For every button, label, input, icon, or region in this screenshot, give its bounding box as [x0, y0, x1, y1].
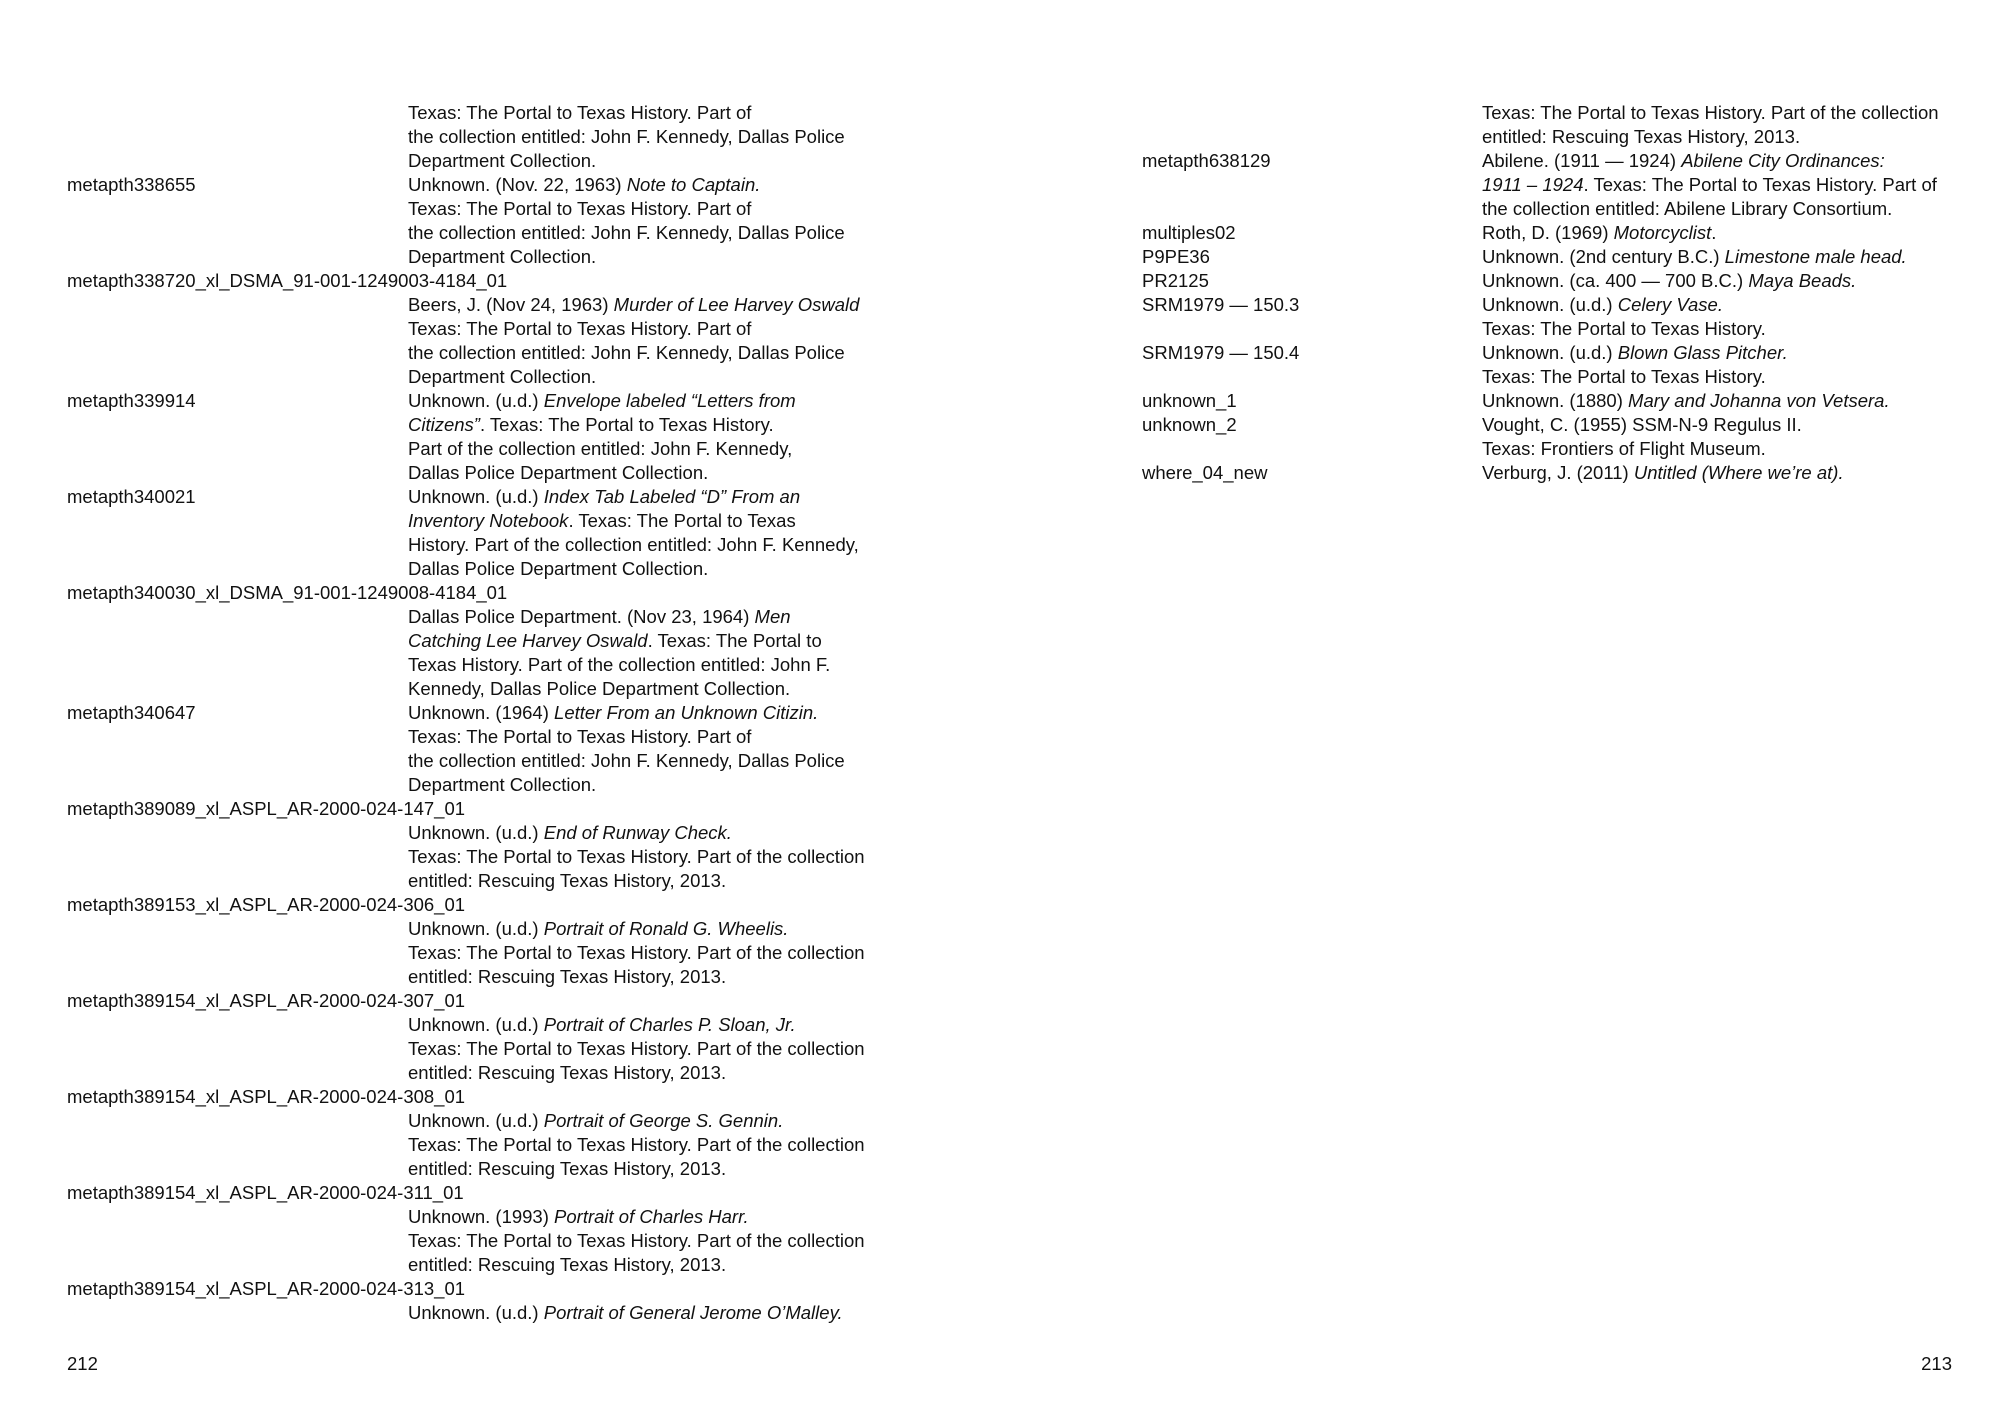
citation-text: Department Collection.	[408, 366, 597, 387]
citation-text: Unknown. (2nd century B.C.)	[1482, 246, 1725, 267]
citation-title: Citizens”	[408, 414, 480, 435]
entry-identifier: metapth340021	[67, 486, 196, 507]
entry-identifier: PR2125	[1142, 270, 1209, 291]
page-number: 212	[67, 1353, 98, 1374]
citation-text: Unknown. (u.d.)	[408, 1110, 544, 1131]
entry-citation	[408, 917, 878, 989]
entry-identifier: metapth340030_xl_DSMA_91-001-1249008-4184_01	[67, 582, 508, 603]
citation-text: entitled: Rescuing Texas History, 2013.	[408, 1158, 727, 1179]
entry-identifier: P9PE36	[1142, 246, 1210, 267]
citation-line	[408, 845, 878, 869]
credit-entry	[67, 701, 897, 797]
entry-identifier: SRM1979 — 150.3	[1142, 294, 1300, 315]
citation-title: Portrait of Charles P. Sloan, Jr.	[543, 1014, 796, 1035]
entry-citation	[408, 605, 878, 701]
citation-line	[408, 605, 878, 629]
credit-entry	[1142, 149, 1962, 221]
citation-line	[408, 245, 878, 269]
entry-citation	[408, 1109, 878, 1181]
citation-line	[1482, 413, 1962, 437]
credit-entry	[67, 485, 897, 581]
citation-line	[1482, 125, 1962, 149]
citation-text: Unknown. (u.d.)	[408, 390, 544, 411]
citation-line	[1482, 293, 1962, 317]
citation-title: Celery Vase.	[1617, 294, 1723, 315]
citation-text: Texas: The Portal to Texas History. Part of	[408, 726, 752, 747]
citation-text: Dallas Police Department. (Nov 23, 1964)	[408, 606, 755, 627]
citation-text: Unknown. (u.d.)	[408, 486, 544, 507]
entry-identifier: metapth389154_xl_ASPL_AR-2000-024-313_01	[67, 1278, 466, 1299]
credit-entry	[67, 101, 897, 173]
citation-text: entitled: Rescuing Texas History, 2013.	[408, 870, 727, 891]
citation-line	[408, 1133, 878, 1157]
credits-list	[67, 101, 897, 1325]
entry-identifier: metapth338655	[67, 174, 196, 195]
citation-text: Vought, C. (1955) SSM-N-9 Regulus II.	[1482, 414, 1802, 435]
citation-line	[1482, 269, 1962, 293]
entry-identifier: metapth389154_xl_ASPL_AR-2000-024-311_01	[67, 1182, 464, 1203]
citation-text: Texas: The Portal to Texas History. Part of	[408, 198, 752, 219]
citation-line	[408, 389, 878, 413]
citation-text: Texas: The Portal to Texas History.	[1482, 318, 1766, 339]
citation-line	[408, 101, 878, 125]
entry-identifier: metapth389154_xl_ASPL_AR-2000-024-307_01	[67, 990, 466, 1011]
citation-line	[408, 869, 878, 893]
citation-title: End of Runway Check.	[543, 822, 732, 843]
entry-identifier: metapth338720_xl_DSMA_91-001-1249003-4184_01	[67, 270, 508, 291]
citation-title: Note to Captain.	[626, 174, 761, 195]
citation-line	[408, 701, 878, 725]
citation-text: Unknown. (u.d.)	[408, 918, 544, 939]
credit-entry	[1142, 461, 1962, 485]
citation-line	[1482, 173, 1962, 197]
citation-text: Texas: The Portal to Texas History. Part of the collection	[408, 846, 865, 867]
citation-line	[408, 197, 878, 221]
citation-title: Letter From an Unknown Citizin.	[554, 702, 819, 723]
citation-line	[408, 677, 878, 701]
credit-entry	[67, 269, 897, 389]
citation-line	[408, 629, 878, 653]
entry-citation	[1482, 149, 1962, 221]
citation-line	[408, 509, 878, 533]
citation-text: Texas: The Portal to Texas History. Part of the collection	[1482, 102, 1939, 123]
entry-identifier: multiples02	[1142, 222, 1236, 243]
credit-entry	[67, 1181, 897, 1277]
citation-text: entitled: Rescuing Texas History, 2013.	[408, 1254, 727, 1275]
citation-line	[408, 725, 878, 749]
credit-entry	[67, 173, 897, 269]
citation-title: Blown Glass Pitcher.	[1617, 342, 1788, 363]
citation-line	[408, 749, 878, 773]
entry-citation	[1482, 341, 1962, 389]
citation-title: Envelope labeled “Letters from	[543, 390, 796, 411]
credit-entry	[67, 1277, 897, 1325]
citation-text: the collection entitled: John F. Kennedy, Dallas Police	[408, 126, 845, 147]
entry-citation	[408, 1301, 878, 1325]
citation-line	[408, 365, 878, 389]
citation-title: Inventory Notebook	[408, 510, 569, 531]
citation-line	[408, 941, 878, 965]
credit-entry	[67, 989, 897, 1085]
right-page	[1000, 0, 2000, 1419]
citation-title: Mary and Johanna von Vetsera.	[1628, 390, 1890, 411]
entry-identifier: metapth638129	[1142, 150, 1271, 171]
credit-entry	[67, 581, 897, 701]
citation-text: Part of the collection entitled: John F. Kennedy,	[408, 438, 793, 459]
credit-entry	[1142, 293, 1962, 341]
citation-title: Maya Beads.	[1748, 270, 1857, 291]
citation-line	[408, 821, 878, 845]
credit-entry	[1142, 341, 1962, 389]
entry-identifier: metapth340647	[67, 702, 196, 723]
citation-line	[408, 1157, 878, 1181]
credit-entry	[1142, 221, 1962, 245]
entry-identifier: SRM1979 — 150.4	[1142, 342, 1300, 363]
entry-citation	[408, 821, 878, 893]
citation-text: Department Collection.	[408, 150, 597, 171]
citation-line	[408, 917, 878, 941]
citation-line	[1482, 317, 1962, 341]
citation-line	[1482, 149, 1962, 173]
entry-citation	[408, 1205, 878, 1277]
citation-text: Dallas Police Department Collection.	[408, 462, 709, 483]
credit-entry	[1142, 389, 1962, 413]
entry-citation	[408, 485, 878, 581]
citation-text: Unknown. (u.d.)	[1482, 342, 1618, 363]
credit-entry	[1142, 101, 1962, 149]
citation-text: .	[1711, 222, 1717, 243]
citation-line	[408, 1061, 878, 1085]
citation-title: Catching Lee Harvey Oswald	[408, 630, 648, 651]
citation-text: Texas History. Part of the collection entitled: John F.	[408, 654, 831, 675]
page-number: 213	[1921, 1353, 1952, 1374]
citation-line	[408, 341, 878, 365]
citation-title: Motorcyclist	[1613, 222, 1712, 243]
citation-line	[1482, 197, 1962, 221]
citation-text: Beers, J. (Nov 24, 1963)	[408, 294, 614, 315]
citation-line	[408, 293, 878, 317]
credit-entry	[1142, 269, 1962, 293]
citation-text: Unknown. (Nov. 22, 1963)	[408, 174, 627, 195]
citation-text: Unknown. (u.d.)	[408, 1302, 544, 1323]
citation-title: Murder of Lee Harvey Oswald	[613, 294, 860, 315]
citation-text: Texas: The Portal to Texas History. Part of	[408, 318, 752, 339]
citation-line	[408, 965, 878, 989]
entry-identifier: metapth389154_xl_ASPL_AR-2000-024-308_01	[67, 1086, 466, 1107]
credits-list	[1142, 101, 1962, 485]
entry-citation	[1482, 293, 1962, 341]
credit-entry	[1142, 413, 1962, 461]
citation-text: Texas: Frontiers of Flight Museum.	[1482, 438, 1766, 459]
citation-line	[408, 125, 878, 149]
citation-line	[408, 557, 878, 581]
entry-identifier: metapth389089_xl_ASPL_AR-2000-024-147_01	[67, 798, 466, 819]
citation-title: Men	[754, 606, 791, 627]
citation-line	[408, 1109, 878, 1133]
citation-text: entitled: Rescuing Texas History, 2013.	[1482, 126, 1801, 147]
citation-title: Abilene City Ordinances:	[1681, 150, 1885, 171]
citation-line	[408, 1205, 878, 1229]
entry-citation	[408, 1013, 878, 1085]
citation-line	[408, 533, 878, 557]
citation-line	[408, 1229, 878, 1253]
entry-citation	[408, 293, 878, 389]
entry-identifier: unknown_1	[1142, 390, 1237, 411]
citation-text: Department Collection.	[408, 774, 597, 795]
citation-text: Unknown. (1880)	[1482, 390, 1629, 411]
citation-text: the collection entitled: John F. Kennedy, Dallas Police	[408, 222, 845, 243]
citation-text: Texas: The Portal to Texas History. Part of the collection	[408, 1038, 865, 1059]
citation-line	[408, 653, 878, 677]
credit-entry	[67, 893, 897, 989]
citation-line	[408, 1013, 878, 1037]
entry-citation	[1482, 461, 1962, 485]
citation-text: Unknown. (1964)	[408, 702, 555, 723]
citation-title: Untitled (Where we’re at).	[1633, 462, 1844, 483]
entry-citation	[408, 389, 878, 485]
entry-citation	[408, 101, 878, 173]
citation-text: Department Collection.	[408, 246, 597, 267]
citation-line	[408, 1301, 878, 1325]
citation-text: History. Part of the collection entitled: John F. Kennedy,	[408, 534, 859, 555]
citation-title: 1911 – 1924	[1482, 174, 1584, 195]
citation-text: Unknown. (ca. 400 — 700 B.C.)	[1482, 270, 1749, 291]
citation-title: Portrait of Charles Harr.	[554, 1206, 749, 1227]
citation-line	[1482, 341, 1962, 365]
citation-text: Texas: The Portal to Texas History. Part of the collection	[408, 1230, 865, 1251]
citation-text: Texas: The Portal to Texas History. Part of the collection	[408, 1134, 865, 1155]
credit-entry	[1142, 245, 1962, 269]
entry-citation	[1482, 101, 1962, 149]
entry-citation	[1482, 245, 1962, 269]
citation-text: Unknown. (u.d.)	[1482, 294, 1618, 315]
entry-identifier: metapth389153_xl_ASPL_AR-2000-024-306_01	[67, 894, 466, 915]
citation-line	[408, 149, 878, 173]
citation-text: the collection entitled: John F. Kennedy, Dallas Police	[408, 342, 845, 363]
citation-line	[408, 773, 878, 797]
citation-line	[1482, 221, 1962, 245]
citation-text: Unknown. (1993)	[408, 1206, 555, 1227]
citation-text: . Texas: The Portal to Texas History.	[479, 414, 774, 435]
citation-title: Portrait of George S. Gennin.	[543, 1110, 784, 1131]
citation-line	[1482, 437, 1962, 461]
citation-text: . Texas: The Portal to Texas History. Part of	[1583, 174, 1937, 195]
citation-text: entitled: Rescuing Texas History, 2013.	[408, 1062, 727, 1083]
citation-line	[408, 413, 878, 437]
citation-line	[1482, 461, 1962, 485]
citation-text: the collection entitled: Abilene Library Consortium.	[1482, 198, 1893, 219]
entry-citation	[1482, 389, 1962, 413]
entry-citation	[1482, 221, 1962, 245]
entry-identifier: metapth339914	[67, 390, 196, 411]
citation-text: Kennedy, Dallas Police Department Collection.	[408, 678, 791, 699]
citation-line	[408, 437, 878, 461]
credit-entry	[67, 797, 897, 893]
citation-text: Dallas Police Department Collection.	[408, 558, 709, 579]
entry-citation	[1482, 413, 1962, 461]
citation-text: . Texas: The Portal to Texas	[568, 510, 796, 531]
citation-text: Texas: The Portal to Texas History.	[1482, 366, 1766, 387]
citation-text: Texas: The Portal to Texas History. Part of the collection	[408, 942, 865, 963]
entry-citation	[408, 701, 878, 797]
citation-text: Abilene. (1911 — 1924)	[1482, 150, 1682, 171]
citation-line	[408, 173, 878, 197]
citation-line	[408, 1037, 878, 1061]
citation-text: Roth, D. (1969)	[1482, 222, 1614, 243]
entry-citation	[1482, 269, 1962, 293]
citation-line	[408, 1253, 878, 1277]
entry-identifier: unknown_2	[1142, 414, 1237, 435]
citation-line	[408, 221, 878, 245]
citation-text: entitled: Rescuing Texas History, 2013.	[408, 966, 727, 987]
citation-text: Verburg, J. (2011)	[1482, 462, 1634, 483]
citation-line	[1482, 245, 1962, 269]
citation-line	[1482, 101, 1962, 125]
citation-text: Unknown. (u.d.)	[408, 822, 544, 843]
citation-line	[1482, 389, 1962, 413]
credit-entry	[67, 1085, 897, 1181]
entry-identifier: where_04_new	[1142, 462, 1268, 483]
citation-text: Texas: The Portal to Texas History. Part of	[408, 102, 752, 123]
citation-title: Portrait of General Jerome O’Malley.	[543, 1302, 843, 1323]
citation-line	[408, 461, 878, 485]
citation-title: Limestone male head.	[1724, 246, 1907, 267]
citation-title: Index Tab Labeled “D” From an	[543, 486, 801, 507]
citation-line	[408, 317, 878, 341]
citation-line	[1482, 365, 1962, 389]
citation-text: . Texas: The Portal to	[647, 630, 822, 651]
citation-text: the collection entitled: John F. Kennedy, Dallas Police	[408, 750, 845, 771]
citation-text: Unknown. (u.d.)	[408, 1014, 544, 1035]
citation-line	[408, 485, 878, 509]
entry-citation	[408, 173, 878, 269]
credit-entry	[67, 389, 897, 485]
citation-title: Portrait of Ronald G. Wheelis.	[543, 918, 789, 939]
